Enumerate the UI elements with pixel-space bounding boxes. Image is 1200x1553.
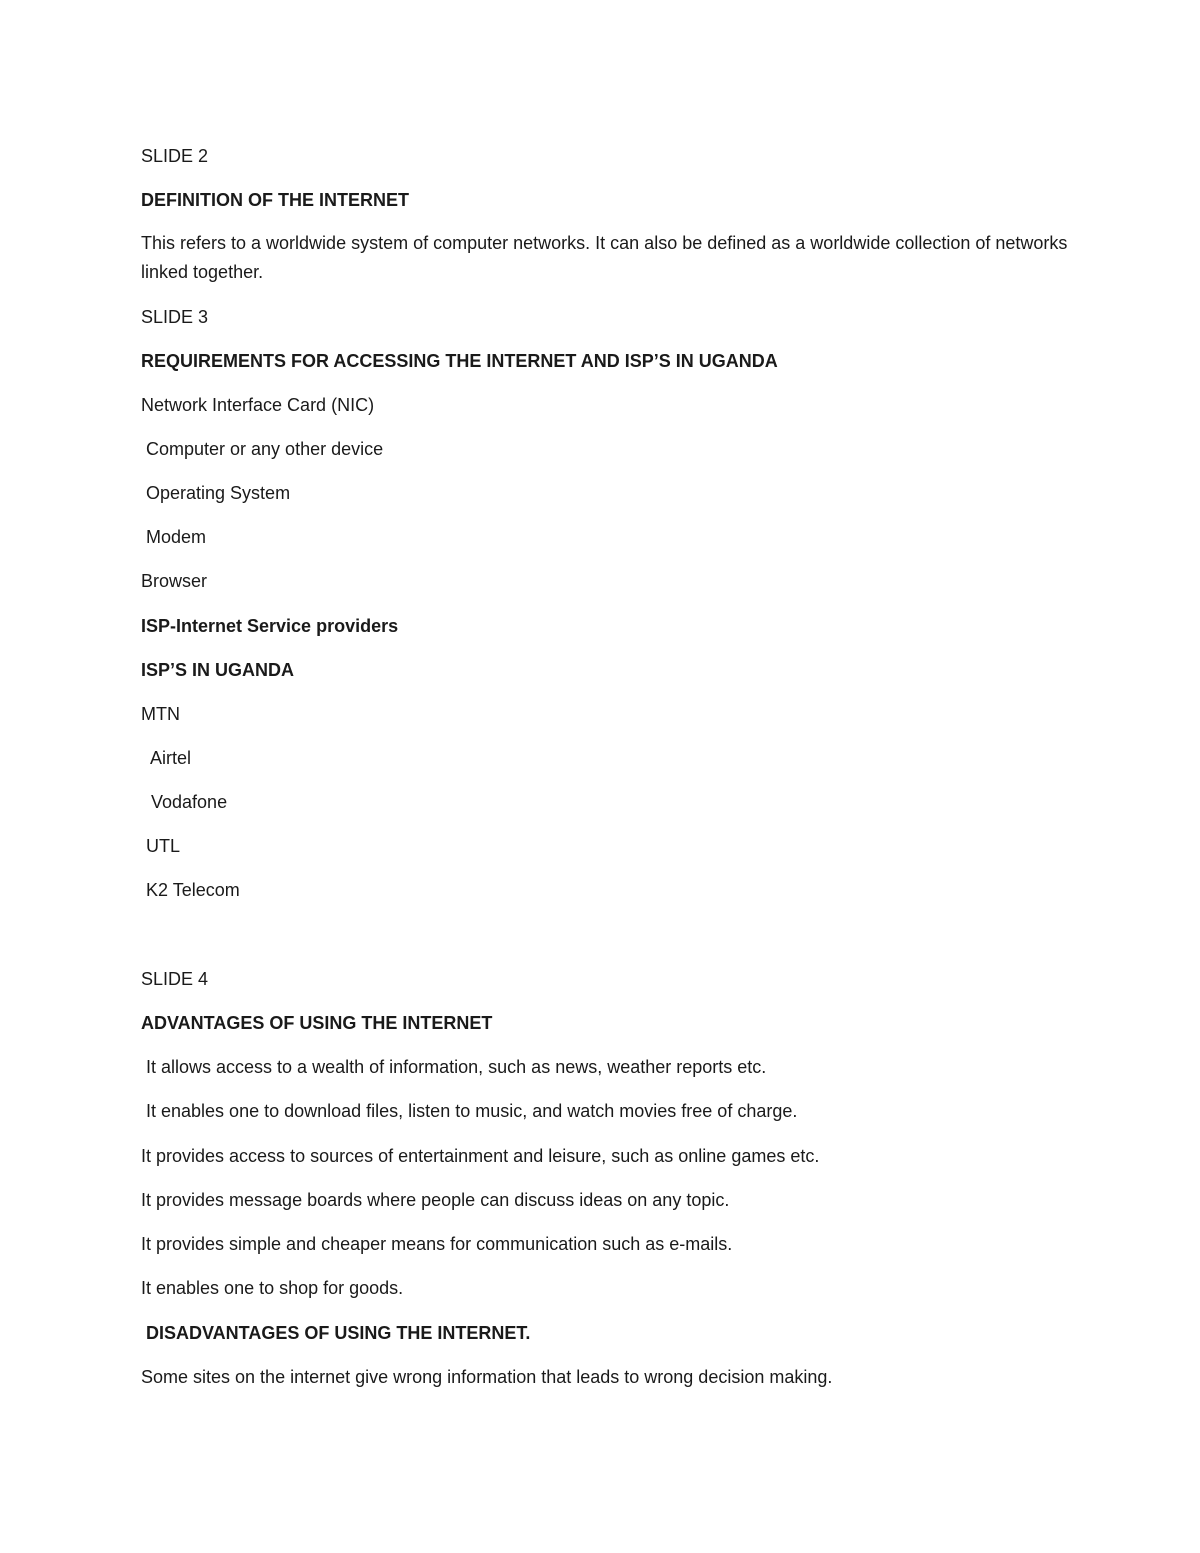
requirements-heading: REQUIREMENTS FOR ACCESSING THE INTERNET AND ISP’S IN UGANDA xyxy=(141,351,778,371)
slide-4-label: SLIDE 4 xyxy=(141,969,209,989)
advantages-heading: ADVANTAGES OF USING THE INTERNET xyxy=(141,1013,493,1033)
advantage-item: It enables one to download files, listen to music, and watch movies free of charge. xyxy=(141,1101,798,1121)
advantage-item: It provides access to sources of entertainment and leisure, such as online games etc. xyxy=(141,1146,820,1166)
disadvantage-item: Some sites on the internet give wrong information that leads to wrong decision making. xyxy=(141,1367,833,1387)
slide-2-label: SLIDE 2 xyxy=(141,146,209,166)
advantage-item: It enables one to shop for goods. xyxy=(141,1278,404,1298)
isp-item: K2 Telecom xyxy=(141,880,240,900)
advantage-item: It allows access to a wealth of information, such as news, weather reports etc. xyxy=(141,1057,767,1077)
definition-heading: DEFINITION OF THE INTERNET xyxy=(141,190,409,210)
advantage-item: It provides simple and cheaper means for communication such as e-mails. xyxy=(141,1234,733,1254)
slide-3-label: SLIDE 3 xyxy=(141,307,209,327)
isp-item: Vodafone xyxy=(141,792,228,812)
isp-item: Airtel xyxy=(141,748,192,768)
isp-heading: ISP’S IN UGANDA xyxy=(141,660,295,680)
requirement-item: Computer or any other device xyxy=(141,439,384,459)
requirement-item: Network Interface Card (NIC) xyxy=(141,395,375,415)
requirement-item: Operating System xyxy=(141,483,291,503)
requirement-item: Browser xyxy=(141,571,208,591)
disadvantages-heading: DISADVANTAGES OF USING THE INTERNET. xyxy=(141,1323,531,1343)
isp-item: MTN xyxy=(141,704,180,724)
isp-item: UTL xyxy=(141,836,181,856)
definition-paragraph: This refers to a worldwide system of computer networks. It can also be defined as a worldwide collection of networks linked together. xyxy=(141,233,1068,282)
requirement-item: Modem xyxy=(141,527,207,547)
isp-definition: ISP-Internet Service providers xyxy=(141,616,399,636)
advantage-item: It provides message boards where people can discuss ideas on any topic. xyxy=(141,1190,730,1210)
